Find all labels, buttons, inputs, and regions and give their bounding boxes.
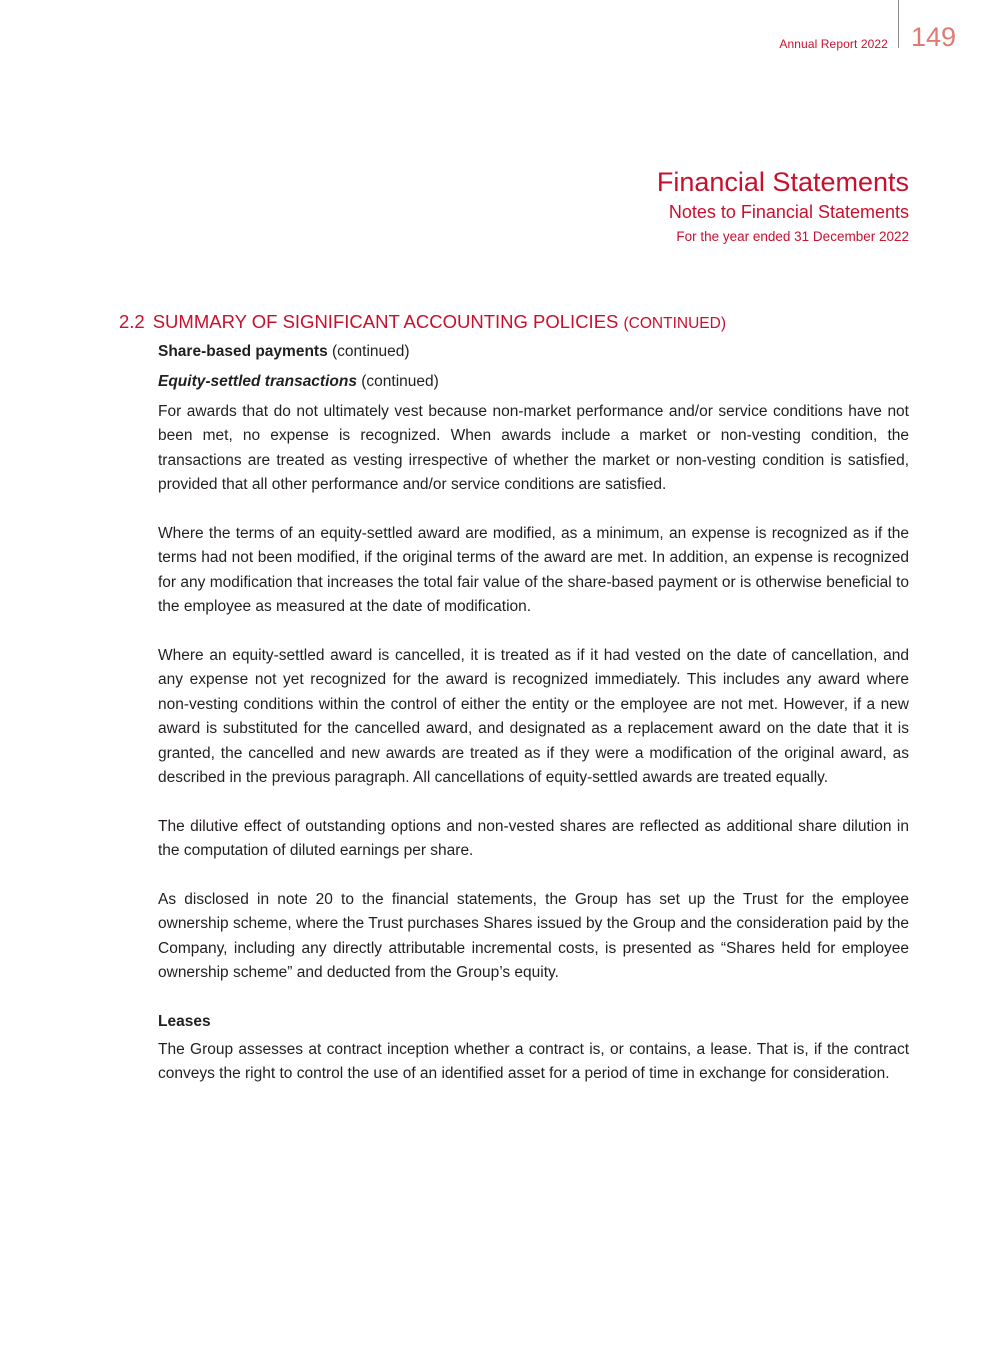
share-based-heading [158, 340, 909, 364]
running-header [779, 0, 956, 52]
paragraph-leases: The Group assesses at contract inception whether a contract is, or contains, a lease. That is, if the contract conveys the right to control the use of an identified asset for a period of time in exchange for consideration. [158, 1041, 909, 1083]
paragraph-dilutive-effect: The dilutive effect of outstanding options and non-vested shares are reflected as additional share dilution in the computation of diluted earnings per share. [158, 817, 909, 860]
equity-settled-heading-text: Equity-settled transactions [158, 373, 357, 390]
paragraph-modified-awards: Where the terms of an equity-settled award are modified, as a minimum, an expense is recognized as if the terms had not been modified, if the original terms of the award are met. In addition, an expense is recognized for any modification that increases the total fair value of the share-based payment or is otherwise beneficial to the employee as measured at the date of modification. [158, 525, 909, 616]
leases-heading: Leases [158, 1013, 211, 1031]
share-based-heading-text: Share-based payments [158, 343, 328, 360]
reporting-period: For the year ended 31 December 2022 [676, 229, 909, 244]
page-number: 149 [910, 22, 956, 52]
equity-settled-heading [158, 370, 909, 394]
section-number: 2.2 [119, 311, 145, 332]
paragraph-unvested-awards: For awards that do not ultimately vest because non-market performance and/or service conditions have not been met, no expense is recognized. When awards include a market or non-vesting condition, the transactions are treated as vesting irrespective of whether the market or non-vesting condition is satisfied, provided that all other performance and/or service conditions are satisfied. [158, 403, 909, 494]
paragraph-employee-trust: As disclosed in note 20 to the financial statements, the Group has set up the Trust for the employee ownership scheme, where the Trust purchases Shares issued by the Group and the consideration paid by the Company, including any directly attributable incremental costs, is presented as “Shares held for employee ownership scheme” and deducted from the Group’s equity. [158, 891, 909, 982]
page-subtitle: Notes to Financial Statements [668, 202, 909, 222]
header-divider [898, 0, 899, 48]
report-label: Annual Report 2022 [779, 37, 888, 51]
section-heading [119, 311, 726, 335]
title-block [657, 166, 909, 247]
paragraph-cancelled-awards: Where an equity-settled award is cancelled, it is treated as if it had vested on the date of cancellation, and any expense not yet recognized for the award is recognized immediately. This includes any award where non-vesting conditions within the control of either the entity or the employee are not met. However, if a new award is substituted for the cancelled award, and designated as a replacement award on the date that it is granted, the cancelled and new awards are treated as if they were a modification of the original award, as described in the previous paragraph. All cancellations of equity-settled awards are treated equally. [158, 647, 909, 787]
section-title: SUMMARY OF SIGNIFICANT ACCOUNTING POLICIES [152, 311, 619, 332]
page-title: Financial Statements [656, 167, 909, 197]
section-continued: (CONTINUED) [623, 315, 726, 332]
body-content [158, 340, 909, 1111]
equity-settled-heading-suffix: (continued) [356, 373, 439, 390]
share-based-heading-suffix: (continued) [327, 343, 410, 360]
